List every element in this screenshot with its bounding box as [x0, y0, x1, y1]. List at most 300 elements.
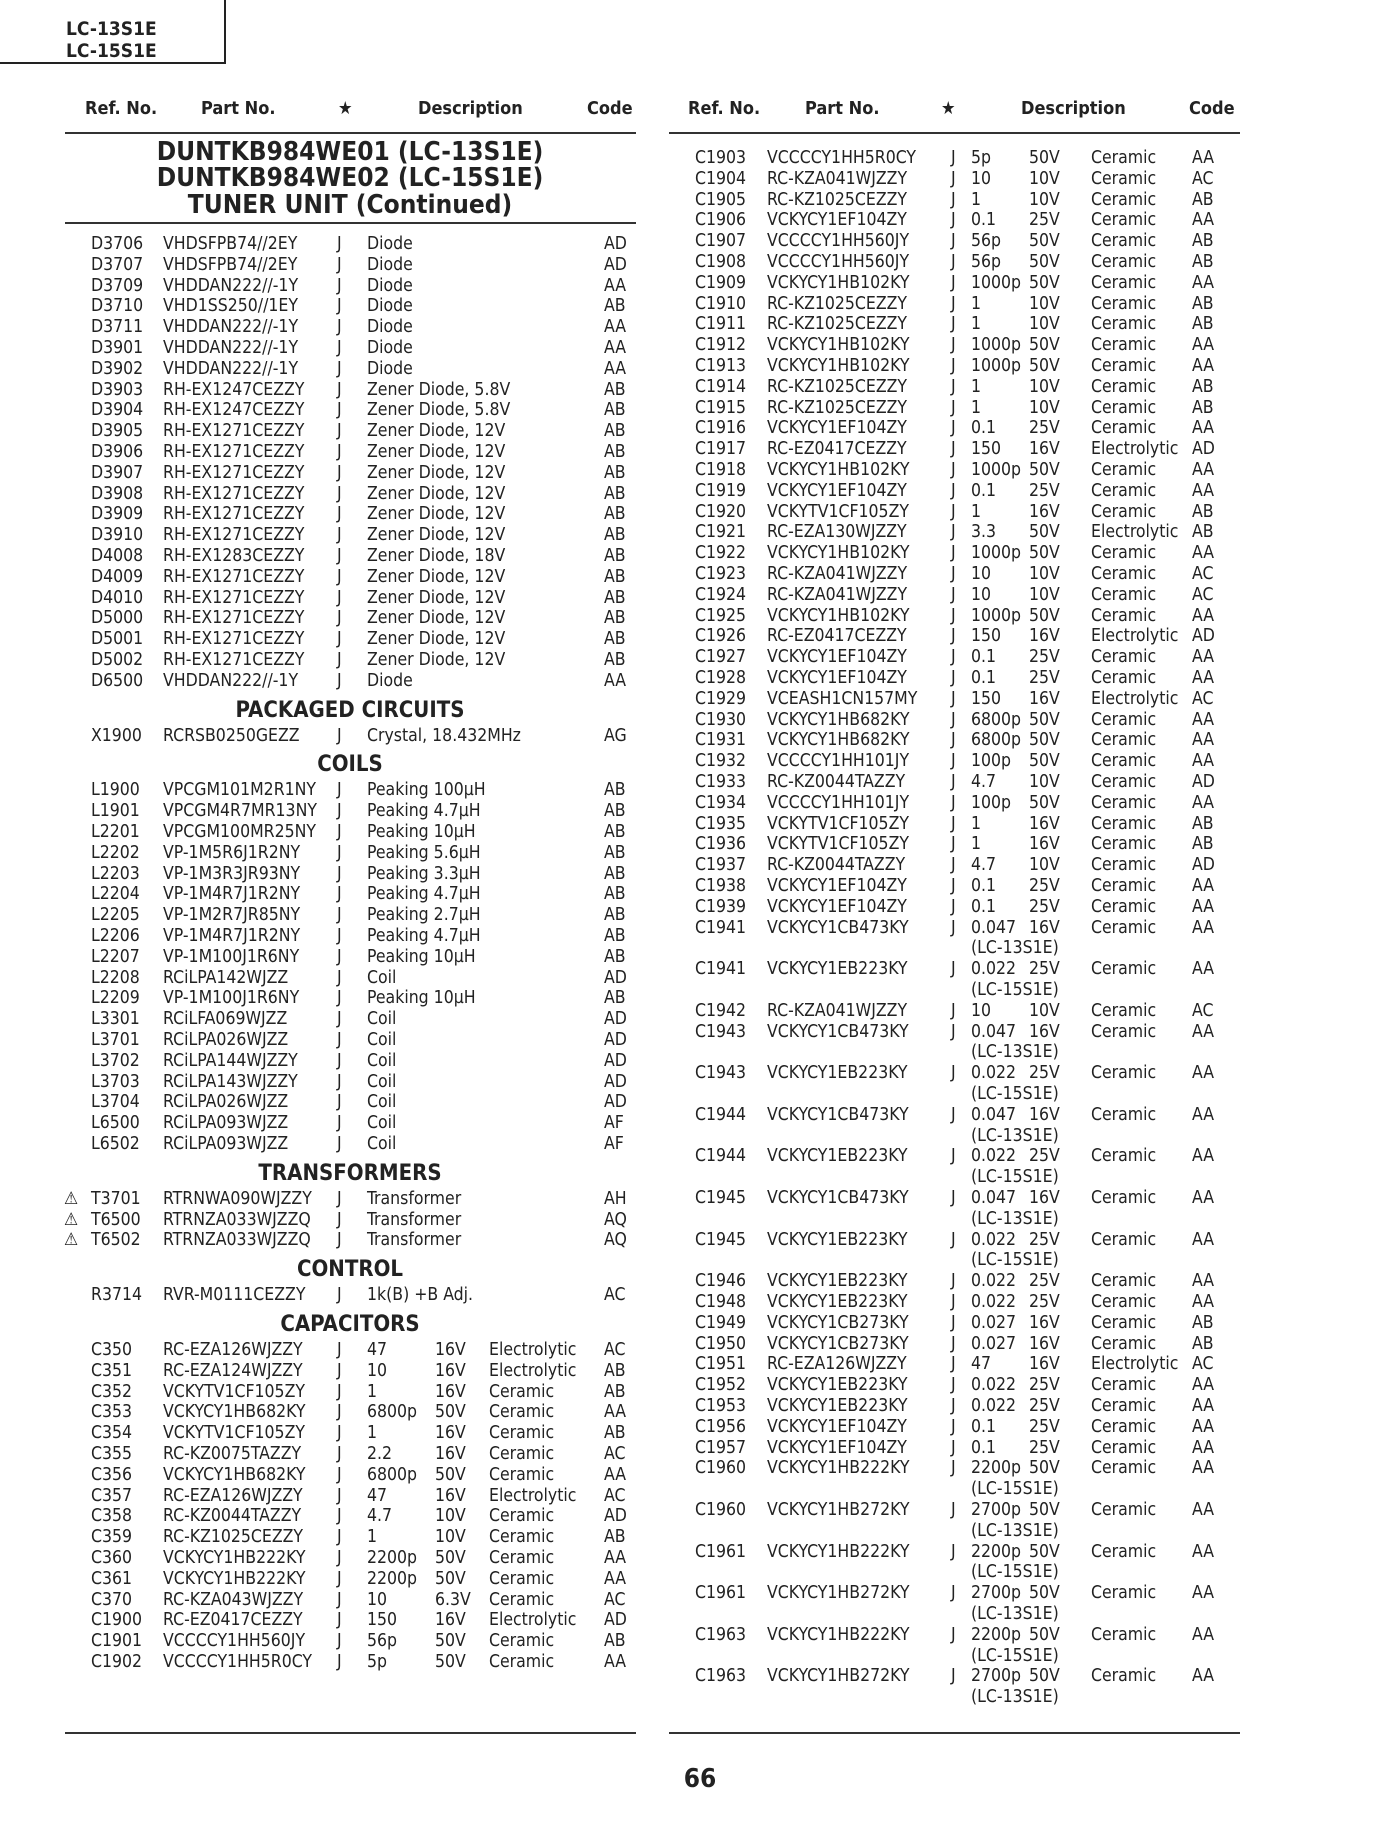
capacitance: 5p — [971, 148, 992, 168]
mark: J — [337, 275, 342, 296]
capacitor-type: Ceramic — [1091, 896, 1157, 917]
part-no: RH-EX1283CEZZY — [163, 546, 305, 566]
ref-no: C1931 — [695, 730, 747, 751]
price-code: AB — [1192, 231, 1214, 252]
capacitance: 47 — [367, 1340, 388, 1360]
ref-no: C1926 — [695, 626, 747, 647]
capacitance: 1000p — [971, 356, 1022, 376]
price-code: AA — [1192, 356, 1215, 376]
price-code: AB — [604, 462, 626, 483]
capacitance: 1 — [971, 813, 982, 834]
price-code: AB — [604, 1631, 626, 1652]
part-no: RCiLPA142WJZZ — [163, 967, 289, 988]
part-no: RC-KZ1025CEZZY — [163, 1527, 304, 1548]
voltage: 50V — [1029, 522, 1060, 543]
part-no: VCKYCY1HB682KY — [163, 1464, 306, 1485]
price-code: AB — [604, 801, 626, 822]
ref-no: C1913 — [695, 356, 747, 376]
price-code: AA — [1192, 605, 1215, 626]
part-no: RC-EZA126WJZZY — [163, 1340, 303, 1360]
part-row — [695, 169, 1235, 189]
part-row — [91, 338, 651, 358]
ref-no: D5002 — [91, 650, 144, 670]
part-no: VPCGM101M2R1NY — [163, 780, 317, 801]
part-row — [91, 926, 651, 946]
part-no: VCKYCY1HB102KY — [767, 356, 910, 376]
part-no: RC-KZ0044TAZZY — [767, 772, 906, 792]
description: Peaking 5.6µH — [367, 842, 481, 863]
ref-no: T6500 — [91, 1209, 141, 1230]
voltage: 50V — [1029, 1541, 1060, 1562]
capacitor-type: Ceramic — [1091, 168, 1157, 189]
voltage: 16V — [1029, 626, 1060, 647]
part-no: VHD1SS250//1EY — [163, 296, 298, 317]
capacitor-type: Ceramic — [1091, 855, 1157, 876]
ref-no: C356 — [91, 1464, 133, 1485]
description: Diode — [367, 358, 413, 379]
voltage: 16V — [435, 1485, 466, 1506]
voltage: 50V — [1029, 543, 1060, 564]
ref-no: C1923 — [695, 564, 747, 584]
part-row — [695, 543, 1235, 563]
part-row — [695, 1105, 1235, 1125]
part-row — [91, 947, 651, 967]
capacitance: 0.022 — [971, 959, 1017, 980]
description: Diode — [367, 296, 413, 317]
ref-no: C1942 — [695, 1000, 747, 1021]
part-row — [91, 1051, 651, 1071]
part-row — [695, 689, 1235, 709]
part-row — [91, 1134, 651, 1154]
part-row — [695, 751, 1235, 771]
capacitance: 1 — [367, 1527, 378, 1548]
voltage: 10V — [1029, 168, 1060, 189]
ref-no: C1944 — [695, 1104, 747, 1125]
part-row — [695, 148, 1235, 168]
ref-no: L3702 — [91, 1050, 140, 1071]
capacitor-type: Ceramic — [489, 1548, 555, 1568]
mark: J — [951, 210, 956, 231]
capacitance: 150 — [971, 688, 1002, 709]
description: Zener Diode, 12V — [367, 442, 506, 462]
part-row — [91, 1506, 651, 1526]
part-no: VCKYCY1HB102KY — [767, 335, 910, 356]
ref-no: D3904 — [91, 400, 144, 421]
capacitor-type: Ceramic — [1091, 356, 1157, 376]
capacitor-type: Electrolytic — [1091, 439, 1179, 460]
price-code: AA — [604, 317, 627, 338]
part-no: VCKYCY1HB222KY — [163, 1548, 306, 1568]
capacitance: 10 — [367, 1360, 388, 1381]
capacitance: 0.022 — [971, 1229, 1017, 1250]
voltage: 50V — [1029, 272, 1060, 293]
ref-no: C1943 — [695, 1063, 747, 1084]
mark: J — [951, 376, 956, 397]
ref-no: L3703 — [91, 1071, 140, 1092]
capacitance: 4.7 — [971, 855, 997, 876]
mark: J — [337, 608, 342, 629]
mark: J — [951, 335, 956, 356]
voltage: 10V — [1029, 1000, 1060, 1021]
part-no: VCKYTV1CF105ZY — [767, 813, 909, 834]
section-heading: PACKAGED CIRCUITS — [235, 697, 465, 723]
part-row — [91, 1030, 651, 1050]
part-no: RCiLPA026WJZZ — [163, 1092, 289, 1113]
capacitor-type: Ceramic — [1091, 813, 1157, 834]
capacitance: 56p — [971, 231, 1002, 252]
mark: J — [951, 647, 956, 668]
capacitor-type: Ceramic — [1091, 335, 1157, 356]
part-no: VCEASH1CN157MY — [767, 688, 918, 709]
part-no: VCKYCY1CB273KY — [767, 1333, 909, 1354]
voltage: 25V — [1029, 210, 1060, 231]
capacitance: 47 — [971, 1354, 992, 1375]
capacitance: 56p — [971, 252, 1002, 272]
voltage: 16V — [1029, 1104, 1060, 1125]
ref-no: L1900 — [91, 780, 140, 801]
capacitance: 1 — [971, 397, 982, 418]
capacitance: 0.027 — [971, 1312, 1017, 1333]
ref-no: L2207 — [91, 946, 140, 967]
part-no: VP-1M2R7JR85NY — [163, 905, 301, 926]
voltage: 16V — [435, 1423, 466, 1444]
mark: J — [337, 1568, 342, 1589]
capacitor-type: Ceramic — [1091, 1500, 1157, 1520]
ref-no: C1906 — [695, 210, 747, 231]
header-star: ★ — [338, 98, 353, 119]
mark: J — [337, 254, 342, 275]
part-row — [91, 567, 651, 587]
model-note-text: (LC-13S1E) — [971, 1125, 1059, 1146]
header-part-no: Part No. — [201, 98, 276, 119]
description: Peaking 4.7µH — [367, 884, 481, 905]
part-row — [695, 564, 1235, 584]
ref-no: C1949 — [695, 1312, 747, 1333]
part-no: RC-KZA041WJZZY — [767, 1000, 908, 1021]
capacitance: 10 — [367, 1589, 388, 1610]
voltage: 50V — [1029, 1500, 1060, 1520]
voltage: 50V — [1029, 605, 1060, 626]
part-row — [695, 481, 1235, 501]
ref-no: L1901 — [91, 801, 140, 822]
part-row — [695, 1022, 1235, 1042]
mark: J — [337, 1506, 342, 1527]
voltage: 16V — [1029, 688, 1060, 709]
ref-no: C1911 — [695, 314, 747, 335]
price-code: AD — [604, 1071, 627, 1092]
part-no: VHDSFPB74//2EY — [163, 234, 298, 254]
mark: J — [951, 896, 956, 917]
part-no: RC-EZA126WJZZY — [767, 1354, 907, 1375]
part-row — [695, 335, 1235, 355]
description: Coil — [367, 1071, 397, 1092]
capacitance: 0.1 — [971, 668, 997, 688]
capacitor-type: Ceramic — [489, 1464, 555, 1485]
ref-no: L3704 — [91, 1092, 140, 1113]
part-row — [91, 1569, 651, 1589]
capacitor-type: Electrolytic — [489, 1340, 577, 1360]
model-label-box — [0, 0, 226, 64]
mark: J — [337, 462, 342, 483]
price-code: AA — [1192, 1292, 1215, 1312]
capacitance: 6800p — [367, 1464, 418, 1485]
ref-no: D4010 — [91, 587, 144, 608]
mark: J — [951, 1458, 956, 1479]
voltage: 50V — [435, 1568, 466, 1589]
price-code: AA — [1192, 272, 1215, 293]
capacitor-type: Ceramic — [1091, 252, 1157, 272]
part-row — [91, 421, 651, 441]
part-no: VCKYCY1EB223KY — [767, 1271, 908, 1292]
voltage: 25V — [1029, 1437, 1060, 1458]
price-code: AA — [1192, 792, 1215, 813]
mark: J — [951, 1583, 956, 1604]
ref-no: D3910 — [91, 525, 144, 546]
part-no: VCKYCY1EF104ZY — [767, 668, 907, 688]
part-row — [91, 1610, 651, 1630]
voltage: 25V — [1029, 1292, 1060, 1312]
part-no: VCKYCY1HB222KY — [767, 1541, 910, 1562]
voltage: 25V — [1029, 959, 1060, 980]
header-description: Description — [418, 98, 523, 119]
price-code: AB — [604, 650, 626, 670]
ref-no: C1936 — [695, 834, 747, 855]
part-no: VCKYCY1HB102KY — [767, 460, 910, 480]
capacitance: 1 — [971, 293, 982, 314]
part-no: VCKYCY1EB223KY — [767, 1146, 908, 1167]
price-code: AC — [604, 1589, 626, 1610]
ref-no: C1912 — [695, 335, 747, 356]
part-row — [695, 273, 1235, 293]
capacitor-type: Ceramic — [1091, 1146, 1157, 1167]
price-code: AC — [604, 1485, 626, 1506]
ref-no: C1924 — [695, 584, 747, 605]
part-no: VHDDAN222//-1Y — [163, 358, 299, 379]
part-row — [91, 442, 651, 462]
part-no: RVR-M0111CEZZY — [163, 1285, 306, 1306]
voltage: 16V — [1029, 813, 1060, 834]
mark: J — [951, 543, 956, 564]
mark: J — [951, 1104, 956, 1125]
model-note-text: (LC-13S1E) — [971, 1042, 1059, 1063]
price-code: AB — [604, 587, 626, 608]
mark: J — [337, 780, 342, 801]
price-code: AC — [1192, 168, 1214, 189]
description: Transformer — [367, 1230, 462, 1251]
description: 1k(B) +B Adj. — [367, 1285, 474, 1306]
warning-triangle-icon: ⚠ — [64, 1230, 79, 1251]
mark: J — [951, 1063, 956, 1084]
price-code: AA — [604, 1464, 627, 1485]
part-no: RC-KZA041WJZZY — [767, 584, 908, 605]
part-no: VCKYTV1CF105ZY — [767, 834, 909, 855]
price-code: AA — [604, 1548, 627, 1568]
part-no: VCKYTV1CF105ZY — [767, 501, 909, 522]
part-row — [91, 1631, 651, 1651]
capacitor-type: Ceramic — [1091, 564, 1157, 584]
model-note-text: (LC-15S1E) — [971, 1645, 1059, 1666]
voltage: 16V — [1029, 1354, 1060, 1375]
mark: J — [337, 421, 342, 442]
part-no: RC-KZ1025CEZZY — [767, 314, 908, 335]
voltage: 10V — [435, 1527, 466, 1548]
price-code: AA — [604, 1652, 627, 1672]
description: Peaking 3.3µH — [367, 863, 481, 884]
price-code: AA — [1192, 1188, 1215, 1208]
ref-no: C1909 — [695, 272, 747, 293]
description: Zener Diode, 12V — [367, 629, 506, 650]
capacitance: 0.1 — [971, 647, 997, 668]
mark: J — [951, 460, 956, 480]
capacitor-type: Ceramic — [1091, 647, 1157, 668]
mark: J — [337, 1485, 342, 1506]
part-no: RTRNWA090WJZZY — [163, 1188, 312, 1209]
part-row — [91, 1340, 651, 1360]
mark: J — [951, 1312, 956, 1333]
capacitor-type: Ceramic — [1091, 959, 1157, 980]
description: Transformer — [367, 1209, 462, 1230]
price-code: AA — [1192, 1146, 1215, 1167]
price-code: AB — [1192, 314, 1214, 335]
mark: J — [951, 189, 956, 210]
capacitor-type: Ceramic — [489, 1402, 555, 1423]
capacitor-type: Ceramic — [1091, 293, 1157, 314]
ref-no: C1932 — [695, 751, 747, 772]
mark: J — [337, 338, 342, 358]
description: Zener Diode, 12V — [367, 650, 506, 670]
price-code: AA — [1192, 480, 1215, 501]
capacitance: 4.7 — [971, 772, 997, 792]
part-row — [695, 1001, 1235, 1021]
ref-no: C370 — [91, 1589, 133, 1610]
voltage: 50V — [1029, 460, 1060, 480]
price-code: AA — [1192, 1541, 1215, 1562]
part-row — [91, 1402, 651, 1422]
part-row — [695, 1313, 1235, 1333]
voltage: 10V — [1029, 855, 1060, 876]
price-code: AA — [604, 275, 627, 296]
ref-no: C1952 — [695, 1375, 747, 1396]
ref-no: C1900 — [91, 1610, 143, 1631]
voltage: 50V — [1029, 730, 1060, 751]
description: Zener Diode, 12V — [367, 462, 506, 483]
mark: J — [337, 1209, 342, 1230]
ref-no: D3902 — [91, 358, 144, 379]
price-code: AB — [604, 946, 626, 967]
price-code: AB — [604, 566, 626, 587]
description: Zener Diode, 12V — [367, 525, 506, 546]
capacitance: 0.022 — [971, 1146, 1017, 1167]
warning-triangle-icon: ⚠ — [64, 1188, 79, 1209]
capacitor-type: Ceramic — [1091, 1541, 1157, 1562]
ref-no: C1961 — [695, 1583, 747, 1604]
part-row — [91, 484, 651, 504]
part-no: VHDDAN222//-1Y — [163, 670, 299, 691]
mark: J — [951, 439, 956, 460]
mark: J — [951, 1188, 956, 1208]
capacitance: 0.1 — [971, 1437, 997, 1458]
description: Coil — [367, 1009, 397, 1030]
ref-no: C1963 — [695, 1624, 747, 1645]
mark: J — [951, 1271, 956, 1292]
voltage: 50V — [1029, 1583, 1060, 1604]
price-code: AD — [604, 1610, 627, 1631]
capacitor-type: Ceramic — [1091, 1188, 1157, 1208]
part-no: RC-EZ0417CEZZY — [767, 439, 907, 460]
part-no: VP-1M5R6J1R2NY — [163, 842, 301, 863]
ref-no: D4008 — [91, 546, 144, 566]
part-row — [91, 359, 651, 379]
price-code: AC — [1192, 1354, 1214, 1375]
mark: J — [951, 1333, 956, 1354]
mark: J — [951, 834, 956, 855]
part-row — [91, 255, 651, 275]
description: Peaking 2.7µH — [367, 905, 481, 926]
voltage: 6.3V — [435, 1589, 471, 1610]
capacitance: 56p — [367, 1631, 398, 1652]
ref-no: C1946 — [695, 1271, 747, 1292]
capacitor-type: Ceramic — [1091, 460, 1157, 480]
part-row — [91, 864, 651, 884]
description: Peaking 4.7µH — [367, 926, 481, 946]
capacitor-type: Ceramic — [1091, 501, 1157, 522]
capacitor-type: Electrolytic — [1091, 1354, 1179, 1375]
capacitor-type: Ceramic — [1091, 397, 1157, 418]
voltage: 50V — [1029, 1666, 1060, 1687]
part-no: VP-1M100J1R6NY — [163, 988, 300, 1009]
description: Diode — [367, 317, 413, 338]
ref-no: D5001 — [91, 629, 144, 650]
header-ref-no: Ref. No. — [85, 98, 158, 119]
section-heading: COILS — [317, 752, 383, 778]
mark: J — [337, 1589, 342, 1610]
part-row — [91, 843, 651, 863]
ref-no: C1945 — [695, 1229, 747, 1250]
capacitance: 150 — [971, 626, 1002, 647]
mark: J — [337, 629, 342, 650]
mark: J — [337, 1285, 342, 1306]
price-code: AD — [604, 1092, 627, 1113]
part-row — [91, 822, 651, 842]
part-row — [695, 502, 1235, 522]
price-code: AB — [604, 379, 626, 400]
price-code: AA — [1192, 1021, 1215, 1042]
divider — [669, 132, 1240, 134]
warning-triangle-icon: ⚠ — [64, 1209, 79, 1230]
header-ref-no: Ref. No. — [688, 98, 761, 119]
part-no: RH-EX1271CEZZY — [163, 462, 305, 483]
part-no: VCKYCY1EF104ZY — [767, 210, 907, 231]
price-code: AA — [1192, 1583, 1215, 1604]
capacitor-type: Ceramic — [1091, 148, 1157, 168]
mark: J — [337, 546, 342, 566]
voltage: 16V — [1029, 1188, 1060, 1208]
mark: J — [337, 967, 342, 988]
price-code: AD — [604, 254, 627, 275]
model-note-text: (LC-15S1E) — [971, 1250, 1059, 1271]
part-row — [695, 1417, 1235, 1437]
price-code: AD — [604, 1009, 627, 1030]
part-no: RH-EX1271CEZZY — [163, 483, 305, 504]
ref-no: C1941 — [695, 917, 747, 938]
capacitance: 2200p — [971, 1541, 1022, 1562]
part-row — [695, 1458, 1235, 1478]
description: Diode — [367, 338, 413, 358]
voltage: 50V — [435, 1402, 466, 1423]
price-code: AB — [1192, 813, 1214, 834]
model-note-text: (LC-13S1E) — [971, 1604, 1059, 1624]
part-no: RC-KZA043WJZZY — [163, 1589, 304, 1610]
